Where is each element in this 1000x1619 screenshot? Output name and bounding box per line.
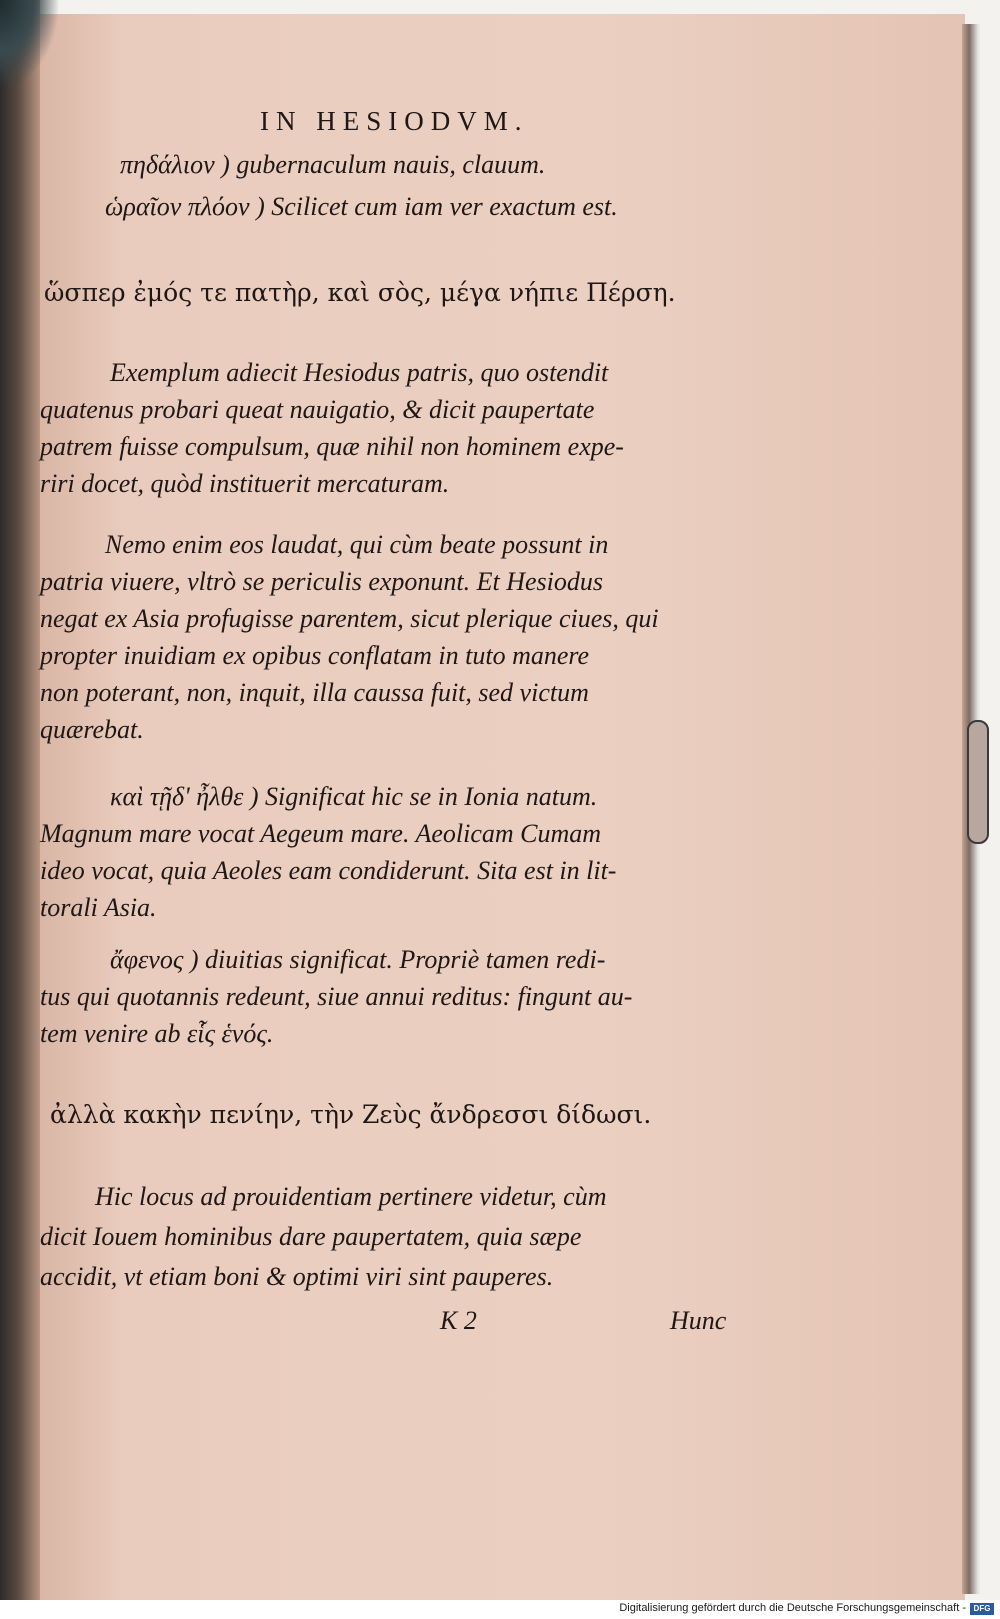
text-line: propter inuidiam ex opibus conflatam in tuto manere: [40, 641, 590, 670]
greek-verse: ἀλλὰ κακὴν πενίην, τὴν Ζεὺς ἄνδρεσσι δίδωσι.: [50, 1100, 652, 1129]
text-line: tus qui quotannis redeunt, siue annui reditus: fingunt au-: [40, 982, 633, 1011]
text-line: Hic locus ad prouidentiam pertinere videtur, cùm: [95, 1182, 607, 1211]
text-line: Exemplum adiecit Hesiodus patris, quo ostendit: [110, 358, 609, 387]
catchword: Hunc: [670, 1306, 727, 1335]
text-line: καὶ τῇδ' ἦλθε ) Significat hic se in Ionia natum.: [110, 782, 598, 811]
text-line: non poterant, non, inquit, illa caussa fuit, sed victum: [40, 678, 589, 707]
text-line: ὡραῖον πλόον ) Scilicet cum iam ver exactum est.: [105, 192, 618, 221]
text-line: torali Asia.: [40, 893, 157, 922]
text-line: quatenus probari queat nauigatio, & dicit paupertate: [40, 395, 595, 424]
text-line: patrem fuisse compulsum, quæ nihil non hominem expe-: [40, 432, 624, 461]
text-line: tem venire ab εἷς ἑνός.: [40, 1019, 274, 1048]
text-line: Nemo enim eos laudat, qui cùm beate possunt in: [105, 530, 609, 559]
running-head: IN HESIODVM.: [260, 106, 529, 136]
text-line: ideo vocat, quia Aeoles eam condiderunt. Sita est in lit-: [40, 856, 617, 885]
cover-corner: [0, 0, 60, 90]
greek-verse: ὥσπερ ἐμός τε πατὴρ, καὶ σὸς, μέγα νήπιε Πέρση.: [44, 278, 676, 307]
text-line: accidit, vt etiam boni & optimi viri sint pauperes.: [40, 1262, 554, 1291]
digitization-footer: [0, 1600, 1000, 1619]
text-line: πηδάλιον ) gubernaculum nauis, clauum.: [120, 150, 546, 179]
text-line: riri docet, quòd instituerit mercaturam.: [40, 469, 450, 498]
signature-mark: K 2: [440, 1306, 477, 1335]
text-line: ἄφενος ) diuitias significat. Propriè tamen redi-: [110, 945, 606, 974]
page-text: [40, 100, 940, 1580]
text-line: Magnum mare vocat Aegeum mare. Aeolicam Cumam: [40, 819, 602, 848]
text-line: dicit Iouem hominibus dare paupertatem, quia sæpe: [40, 1222, 582, 1251]
binding-shadow: [0, 0, 40, 1600]
text-line: patria viuere, vltrò se periculis exponunt. Et Hesiodus: [40, 567, 603, 596]
text-line: quærebat.: [40, 715, 144, 744]
text-line: negat ex Asia profugisse parentem, sicut plerique ciues, qui: [40, 604, 659, 633]
dfg-logo: DFG: [970, 1603, 994, 1615]
footer-credit: Digitalisierung gefördert durch die Deutsche Forschungsgemeinschaft -: [619, 1602, 966, 1614]
clasp: [967, 720, 989, 844]
